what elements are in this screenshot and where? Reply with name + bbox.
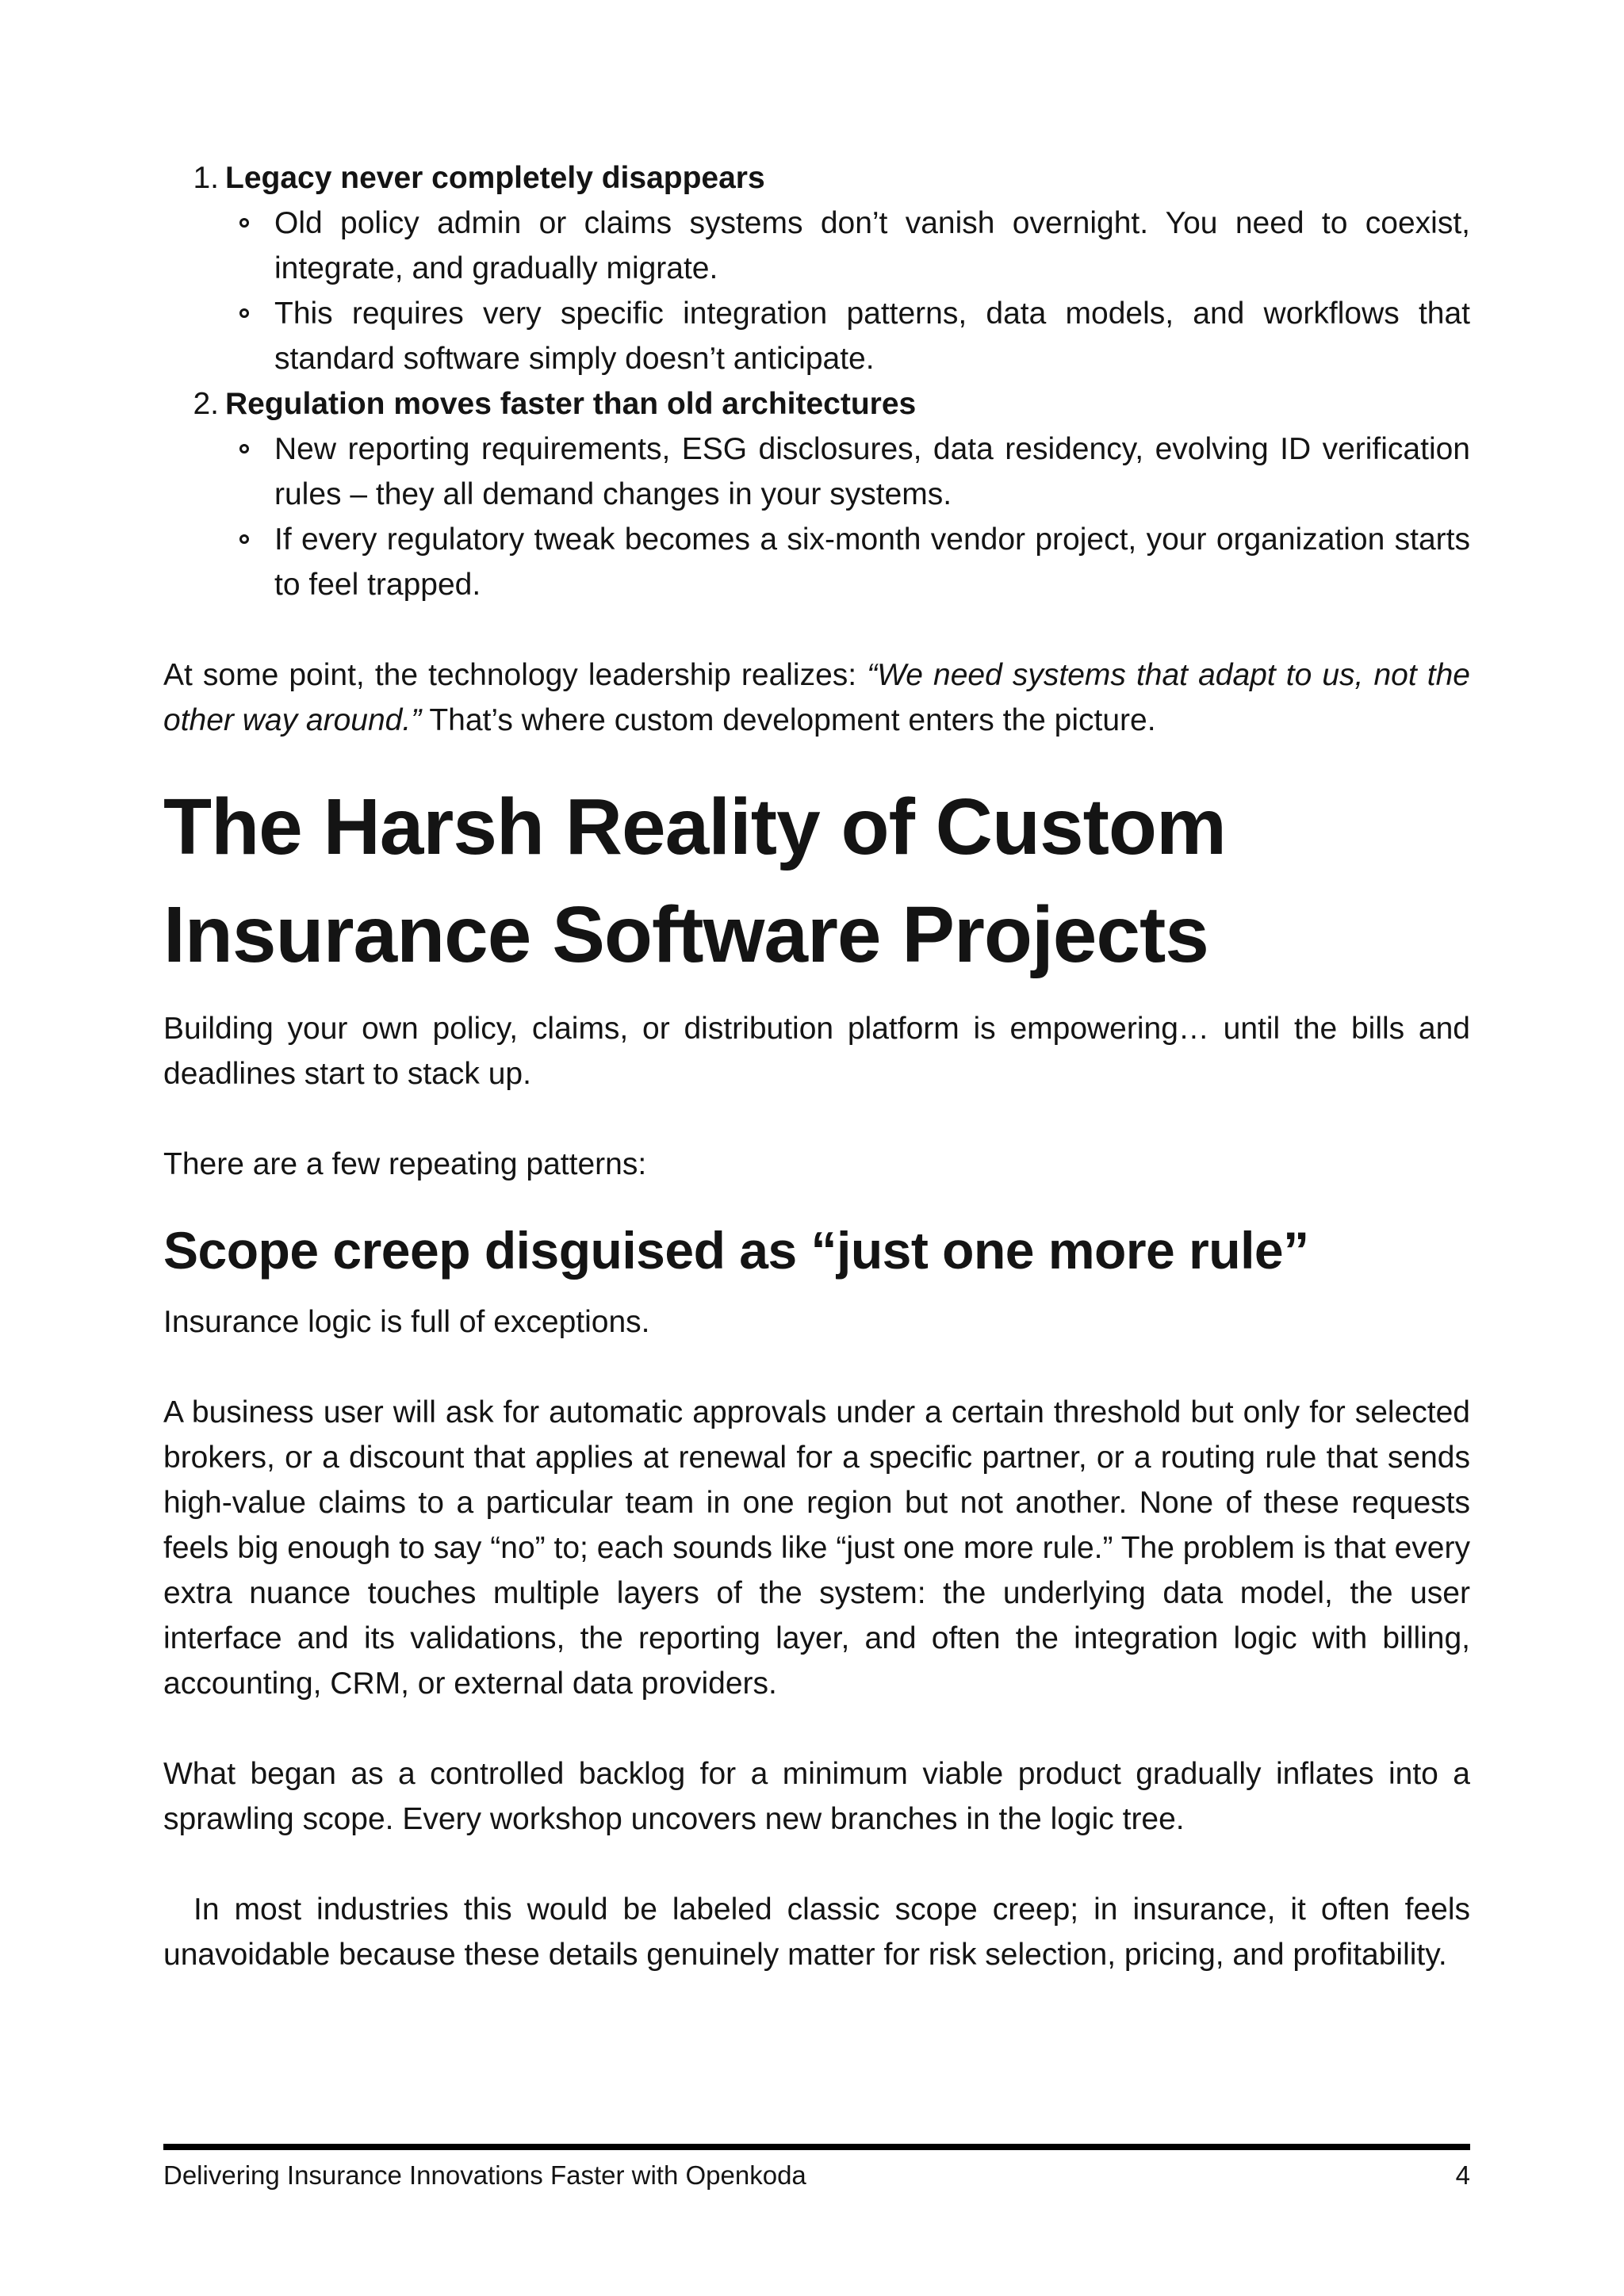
list-item-title: Legacy never completely disappears — [225, 161, 765, 195]
numbered-list — [163, 155, 1470, 607]
paragraph: Insurance logic is full of exceptions. — [163, 1305, 650, 1339]
intro-text-after: That’s where custom development enters the picture. — [421, 703, 1156, 737]
paragraph: Building your own policy, claims, or distribution platform is empowering… until the bills and deadlines start to stack up. — [163, 1012, 1470, 1091]
hollow-circle-bullet-icon — [239, 218, 249, 228]
bullet-list — [163, 427, 1470, 607]
section-heading — [163, 773, 1470, 989]
list-item-number: 1. — [193, 161, 219, 195]
bullet-item — [274, 427, 1470, 517]
list-item — [163, 381, 1470, 607]
bullet-list — [163, 201, 1470, 381]
list-item-title: Regulation moves faster than old architectures — [225, 387, 917, 421]
bullet-text: Old policy admin or claims systems don’t vanish overnight. You need to coexist, integrate, and gradually migrate. — [274, 206, 1470, 285]
page-footer — [163, 2158, 1470, 2193]
footer-title: Delivering Insurance Innovations Faster with Openkoda — [163, 2160, 806, 2190]
section-heading-line: Insurance Software Projects — [163, 890, 1208, 979]
hollow-circle-bullet-icon — [239, 308, 249, 318]
footer-divider — [163, 2144, 1470, 2150]
intro-text: At some point, the technology leadership realizes: — [163, 658, 868, 692]
bullet-text: New reporting requirements, ESG disclosures, data residency, evolving ID verification rules – they all demand changes in your systems. — [274, 432, 1470, 511]
bullet-item — [274, 291, 1470, 381]
list-item-number: 2. — [193, 387, 219, 421]
list-item — [163, 155, 1470, 381]
list-item-heading — [163, 381, 1470, 427]
section-heading-line: The Harsh Reality of Custom — [163, 783, 1226, 871]
page-number: 4 — [1455, 2160, 1470, 2190]
hollow-circle-bullet-icon — [239, 534, 249, 544]
bullet-item — [274, 201, 1470, 291]
bullet-text: This requires very specific integration patterns, data models, and workflows that standard software simply doesn’t anticipate. — [274, 297, 1470, 376]
bullet-item — [274, 517, 1470, 607]
hollow-circle-bullet-icon — [239, 444, 249, 453]
document-page — [163, 155, 1479, 1977]
intro-paragraph — [163, 652, 1470, 743]
subsection-heading: Scope creep disguised as “just one more rule” — [163, 1221, 1309, 1280]
intro-quote: “We need systems that adapt to us, not the other way around.” — [163, 658, 1470, 737]
bullet-text: If every regulatory tweak becomes a six-month vendor project, your organization starts to feel trapped. — [274, 522, 1470, 602]
paragraph: There are a few repeating patterns: — [163, 1147, 647, 1181]
paragraph: A business user will ask for automatic approvals under a certain threshold but only for selected brokers, or a discount that applies at renewal for a specific partner, or a routing rule that sends high-value claims to a particular team in one region but not another. None of these requests feels big enough to say “no” to; each sounds like “just one more rule.” The problem is that every extra nuance touches multiple layers of the system: the underlying data model, the user interface and its validations, the reporting layer, and often the integration logic with billing, accounting, CRM, or external data providers. — [163, 1395, 1470, 1701]
list-item-heading — [163, 155, 1470, 201]
paragraph: In most industries this would be labeled classic scope creep; in insurance, it often feels unavoidable because these details genuinely matter for risk selection, pricing, and profitability. — [163, 1892, 1479, 1972]
paragraph: What began as a controlled backlog for a minimum viable product gradually inflates into a sprawling scope. Every workshop uncovers new branches in the logic tree. — [163, 1757, 1470, 1836]
